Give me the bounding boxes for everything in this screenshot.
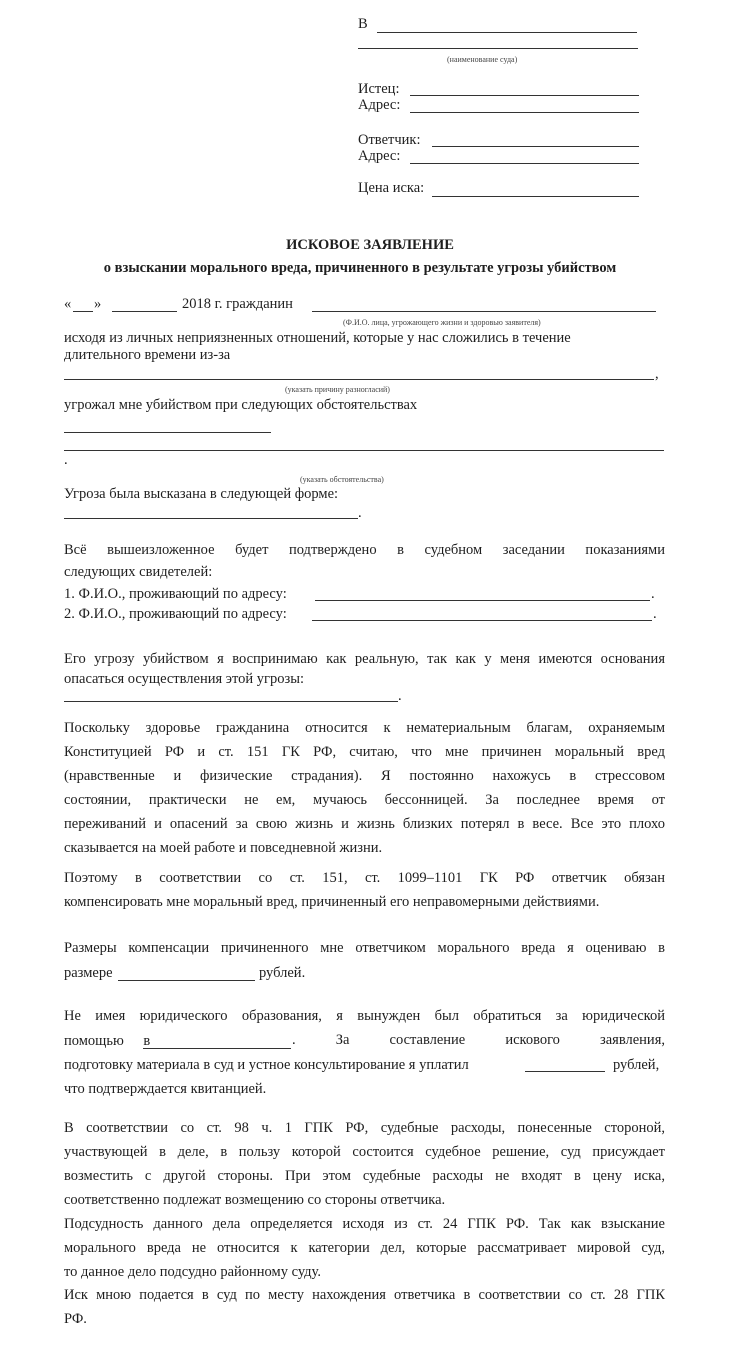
health-line: сказывается на моей работе и повседневной жизни. bbox=[64, 840, 383, 856]
plaintiff-address-field[interactable] bbox=[410, 112, 639, 113]
defendant-address-field[interactable] bbox=[410, 163, 639, 164]
jurisdiction-line: Подсудность данного дела определяется исходя из ст. 24 ГПК РФ. Так как взыскание bbox=[64, 1216, 665, 1232]
legal-help-line-3: подготовку материала в суд и устное консультирование я уплатил bbox=[64, 1057, 469, 1073]
circumstances-field-2[interactable] bbox=[64, 450, 664, 451]
claim-price-field[interactable] bbox=[432, 196, 639, 197]
reason-comma: , bbox=[655, 366, 659, 382]
defendant-label: Ответчик: bbox=[358, 132, 421, 148]
document-subtitle: о взыскании морального вреда, причиненного в результате угрозы убийством bbox=[103, 260, 617, 276]
compensation-prefix: размере bbox=[64, 965, 113, 981]
jurisdiction-paragraph bbox=[64, 1212, 665, 1284]
plaintiff-label: Истец: bbox=[358, 81, 400, 97]
compensation-line-1: Размеры компенсации причиненного мне ответчиком морального вреда я оцениваю в bbox=[64, 940, 665, 956]
therefore-line: Поэтому в соответствии со ст. 151, ст. 1099–1101 ГК РФ ответчик обязан bbox=[64, 870, 665, 886]
court-name-field[interactable] bbox=[377, 32, 637, 33]
date-month-field[interactable] bbox=[112, 311, 177, 312]
threat-text: угрожал мне убийством при следующих обстоятельствах bbox=[64, 397, 418, 413]
date-quote-close: » bbox=[94, 296, 102, 312]
expenses-line: возместить с другой стороны. При этом судебные расходы не входят в цену иска, bbox=[64, 1168, 665, 1184]
legal-fee-field[interactable] bbox=[525, 1071, 605, 1072]
threat-form-field[interactable] bbox=[64, 518, 358, 519]
circumstances-caption: (указать обстоятельства) bbox=[300, 475, 384, 484]
grounds-dot: . bbox=[398, 688, 402, 704]
offender-fio-field[interactable] bbox=[312, 311, 656, 312]
expenses-line: В соответствии со ст. 98 ч. 1 ГПК РФ, судебные расходы, понесенные стороной, bbox=[64, 1120, 665, 1136]
witness-1-address-field[interactable] bbox=[315, 600, 650, 601]
compensation-suffix: рублей. bbox=[259, 965, 306, 981]
plaintiff-field[interactable] bbox=[410, 95, 639, 96]
expenses-paragraph bbox=[64, 1116, 665, 1212]
compensation-amount-field[interactable] bbox=[118, 980, 255, 981]
witness-2-label: 2. Ф.И.О., проживающий по адресу: bbox=[64, 606, 287, 622]
grounds-field[interactable] bbox=[64, 701, 398, 702]
jurisdiction-line: морального вреда не относится к категории дел, которые рассматривает мировой суд, bbox=[64, 1240, 665, 1256]
legal-help-suffix: . За составление искового заявления, bbox=[292, 1032, 665, 1048]
year-text: 2018 г. гражданин bbox=[182, 296, 293, 312]
witness-1-label: 1. Ф.И.О., проживающий по адресу: bbox=[64, 586, 287, 602]
real-threat-line-2: опасаться осуществления этой угрозы: bbox=[64, 671, 304, 687]
filing-line: РФ. bbox=[64, 1311, 87, 1327]
therefore-line: компенсировать мне моральный вред, причиненный его неправомерными действиями. bbox=[64, 894, 600, 910]
health-line: (нравственные и физические страдания). Я постоянно нахожусь в стрессовом bbox=[64, 768, 665, 784]
document-title: ИСКОВОЕ ЗАЯВЛЕНИЕ bbox=[286, 237, 454, 253]
health-line: переживаний и опасений за свою жизнь и жизнь близких потерял в весе. Все это плохо bbox=[64, 816, 665, 832]
date-day-field[interactable] bbox=[73, 311, 93, 312]
therefore-paragraph bbox=[64, 866, 665, 914]
witness-2-dot: . bbox=[653, 606, 657, 622]
reason-caption: (указать причину разногласий) bbox=[285, 385, 390, 394]
health-paragraph bbox=[64, 716, 665, 860]
fio-caption: (Ф.И.О. лица, угрожающего жизни и здоровью заявителя) bbox=[343, 318, 541, 327]
claim-price-label: Цена иска: bbox=[358, 180, 425, 196]
real-threat-line-1: Его угрозу убийством я воспринимаю как реальную, так как у меня имеются основания bbox=[64, 651, 665, 667]
witnesses-line-1: Всё вышеизложенное будет подтверждено в судебном заседании показаниями bbox=[64, 542, 665, 558]
relations-line-2: длительного времени из-за bbox=[64, 347, 231, 363]
circumstances-dot: . bbox=[64, 452, 68, 468]
to-label: В bbox=[358, 16, 368, 32]
legal-help-line-1: Не имея юридического образования, я вынужден был обратиться за юридической bbox=[64, 1008, 665, 1024]
health-line: Конституцией РФ и ст. 151 ГК РФ, считаю, что мне причинен моральный вред bbox=[64, 744, 665, 760]
court-name-field-2[interactable] bbox=[358, 48, 638, 49]
legal-help-line-4: что подтверждается квитанцией. bbox=[64, 1081, 267, 1097]
relations-line-1: исходя из личных неприязненных отношений, которые у нас сложились в течение bbox=[64, 330, 571, 346]
witness-1-dot: . bbox=[651, 586, 655, 602]
witness-2-address-field[interactable] bbox=[312, 620, 652, 621]
filing-line: Иск мною подается в суд по месту нахождения ответчика в соответствии со ст. 28 ГПК bbox=[64, 1287, 665, 1303]
legal-organization-field[interactable] bbox=[143, 1048, 291, 1049]
filing-paragraph bbox=[64, 1283, 665, 1331]
defendant-address-label: Адрес: bbox=[358, 148, 401, 164]
health-line: Поскольку здоровье гражданина относится к нематериальным благам, охраняемым bbox=[64, 720, 665, 736]
court-caption: (наименование суда) bbox=[447, 55, 518, 64]
expenses-line: соответственно подлежат возмещению со стороны ответчика. bbox=[64, 1192, 446, 1208]
legal-help-line-3-suffix: рублей, bbox=[613, 1057, 660, 1073]
jurisdiction-line: то данное дело подсудно районному суду. bbox=[64, 1264, 321, 1280]
defendant-field[interactable] bbox=[432, 146, 639, 147]
reason-field[interactable] bbox=[64, 379, 654, 380]
plaintiff-address-label: Адрес: bbox=[358, 97, 401, 113]
circumstances-field-1[interactable] bbox=[64, 432, 271, 433]
form-text: Угроза была высказана в следующей форме: bbox=[64, 486, 339, 502]
date-quote-open: « bbox=[64, 296, 72, 312]
health-line: состоянии, практически не ем, мучаюсь бессонницей. За последнее время от bbox=[64, 792, 665, 808]
legal-help-prefix: помощью в bbox=[64, 1033, 151, 1049]
form-dot: . bbox=[358, 505, 362, 521]
witnesses-line-2: следующих свидетелей: bbox=[64, 564, 213, 580]
expenses-line: участвующей в деле, в пользу которой состоится судебное решение, суд присуждает bbox=[64, 1144, 665, 1160]
